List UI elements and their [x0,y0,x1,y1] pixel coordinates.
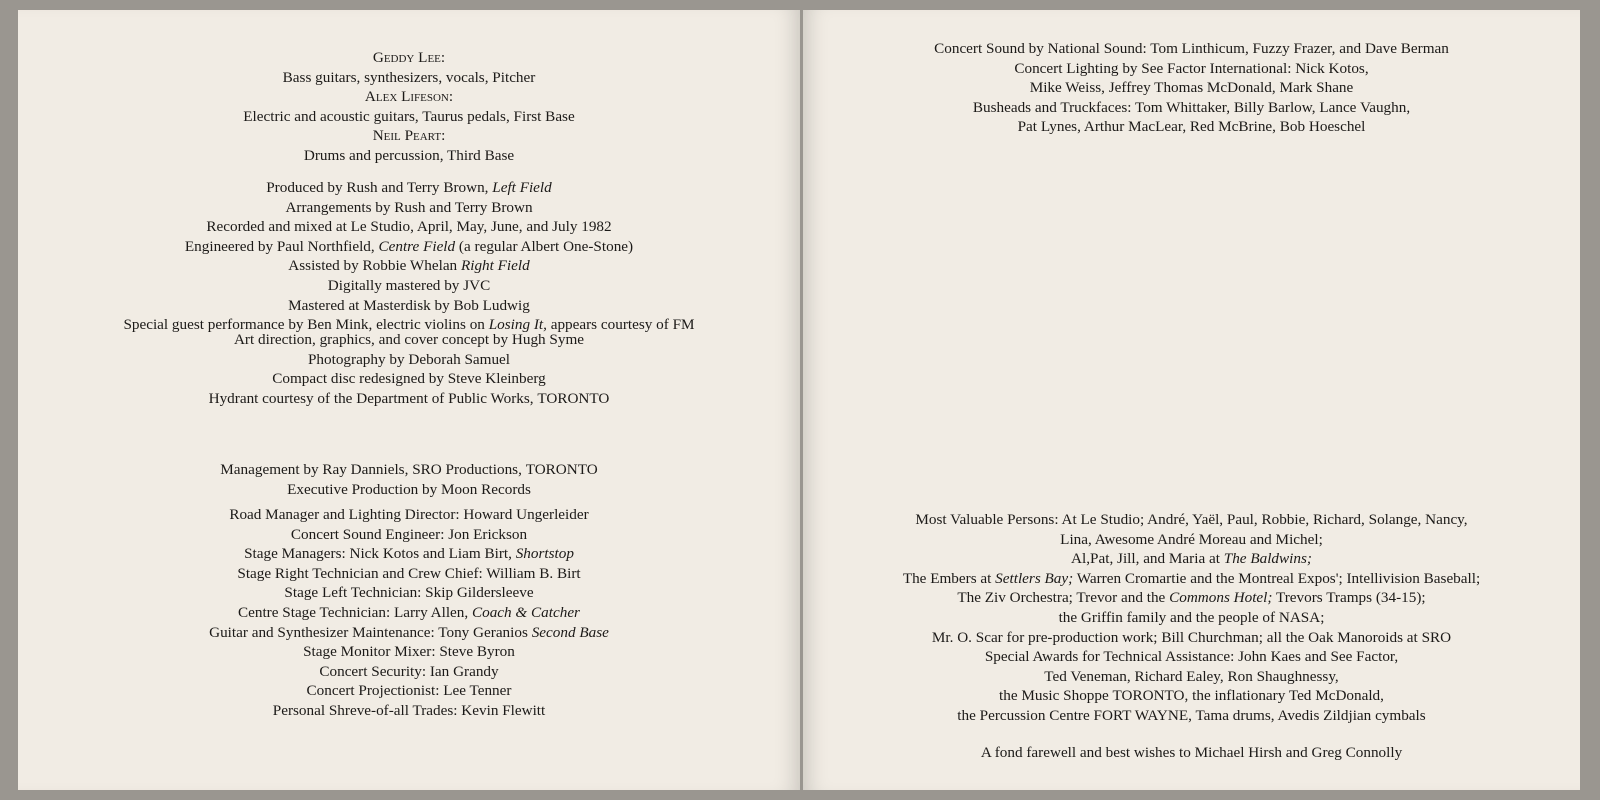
thanks-credits [803,510,1580,726]
credit-line: the Griffin family and the people of NASA; [1058,608,1325,626]
credit-line: Busheads and Truckfaces: Tom Whittaker, Billy Barlow, Lance Vaughn, [972,98,1411,116]
credit-line: Stage Left Technician: Skip Gildersleeve [284,584,534,602]
credit-line: Art direction, graphics, and cover concept by Hugh Syme [233,331,585,348]
credit-line: Produced by Rush and Terry Brown, Left Field [266,179,552,196]
credit-line: Most Valuable Persons: At Le Studio; André, Yaël, Paul, Robbie, Richard, Solange, Nancy, [915,511,1468,528]
credit-line: The Ziv Orchestra; Trevor and the Commons Hotel; Trevors Tramps (34-15); [957,589,1426,607]
credit-line: Lina, Awesome André Moreau and Michel; [1060,530,1323,548]
credit-line: Concert Security: Ian Grandy [319,662,499,680]
credit-line: A fond farewell and best wishes to Michael Hirsh and Greg Connolly [980,744,1403,761]
credit-line: Stage Managers: Nick Kotos and Liam Birt, Shortstop [244,545,574,563]
credit-line: Al,Pat, Jill, and Maria at The Baldwins; [1071,550,1312,568]
member-name: Geddy Lee: [372,49,446,66]
credit-line: Stage Right Technician and Crew Chief: William B. Birt [237,564,581,582]
credit-line: Executive Production by Moon Records [287,480,531,498]
credit-line: Special Awards for Technical Assistance: John Kaes and See Factor, [984,648,1399,666]
credit-line: Concert Sound by National Sound: Tom Linthicum, Fuzzy Frazer, and Dave Berman [934,40,1449,57]
credit-line: Hydrant courtesy of the Department of Public Works, TORONTO [208,389,610,407]
member-role: Electric and acoustic guitars, Taurus pedals, First Base [243,107,575,125]
member-role: Drums and percussion, Third Base [303,146,515,164]
credit-line: Concert Lighting by See Factor International: Nick Kotos, [1014,59,1369,77]
crew-credits [18,505,800,721]
credit-line: Special guest performance by Ben Mink, electric violins on Losing It, appears courtesy of FM [123,316,695,334]
credit-line: Digitally mastered by JVC [327,276,491,294]
farewell-line [803,743,1580,763]
credit-line: Personal Shreve-of-all Trades: Kevin Flewitt [272,701,546,719]
credit-line: Guitar and Synthesizer Maintenance: Tony Geranios Second Base [209,623,609,641]
credit-line: Engineered by Paul Northfield, Centre Field (a regular Albert One-Stone) [184,237,634,255]
credit-line: Mastered at Masterdisk by Bob Ludwig [288,296,530,314]
credit-line: The Embers at Settlers Bay; Warren Cromartie and the Montreal Expos'; Intellivision Baseball; [902,569,1481,587]
credit-line: Recorded and mixed at Le Studio, April, May, June, and July 1982 [206,218,612,236]
production-credits [18,178,800,335]
credit-line: Mike Weiss, Jeffrey Thomas McDonald, Mark Shane [1029,79,1354,97]
credit-line: Ted Veneman, Richard Ealey, Ron Shaughnessy, [1044,667,1339,685]
art-credits [18,330,800,408]
member-name: Alex Lifeson: [364,88,454,106]
credit-line: Concert Projectionist: Lee Tenner [306,682,512,700]
credit-line: the Percussion Centre FORT WAYNE, Tama drums, Avedis Zildjian cymbals [957,706,1426,724]
credit-line: the Music Shoppe TORONTO, the inflationary Ted McDonald, [999,687,1384,705]
credit-line: Arrangements by Rush and Terry Brown [285,198,533,216]
member-name: Neil Peart: [372,127,446,145]
management-credits [18,460,800,499]
credit-line: Management by Ray Danniels, SRO Productions, TORONTO [220,461,598,478]
credit-line: Mr. O. Scar for pre-production work; Bill Churchman; all the Oak Manoroids at SRO [931,628,1452,646]
member-role: Bass guitars, synthesizers, vocals, Pitcher [282,68,536,86]
credit-line: Assisted by Robbie Whelan Right Field [288,257,530,275]
credit-line: Concert Sound Engineer: Jon Erickson [290,525,528,543]
credit-line: Road Manager and Lighting Director: Howard Ungerleider [229,506,589,523]
right-page [803,10,1580,790]
band-members [18,48,800,166]
credit-line: Stage Monitor Mixer: Steve Byron [303,643,515,661]
credit-line: Pat Lynes, Arthur MacLear, Red McBrine, Bob Hoeschel [1017,118,1366,136]
credit-line: Compact disc redesigned by Steve Kleinberg [272,370,546,388]
credit-line: Photography by Deborah Samuel [307,350,511,368]
sound-lighting-credits [803,39,1580,137]
credit-line: Centre Stage Technician: Larry Allen, Coach & Catcher [238,603,580,621]
left-page [18,10,800,790]
